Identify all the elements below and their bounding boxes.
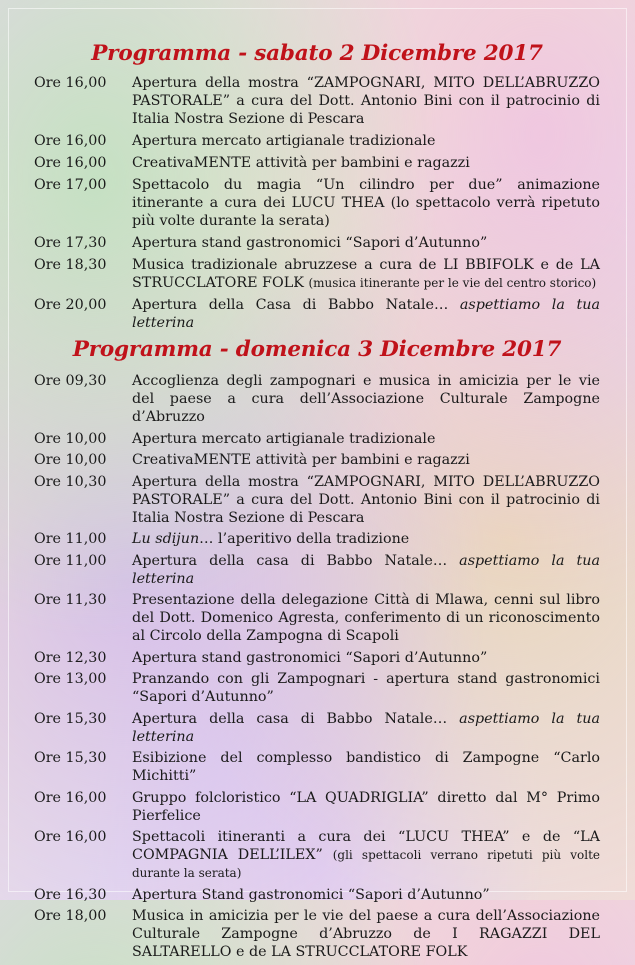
- entry-time: Ore 11,00: [34, 531, 107, 547]
- entry-description: [132, 132, 600, 150]
- entry-description: [132, 789, 600, 825]
- entry-description: [132, 907, 600, 961]
- entry-time: Ore 16,00: [34, 789, 107, 806]
- schedule-entry: [34, 710, 600, 746]
- entry-time: Ore 09,30: [34, 373, 107, 389]
- entry-description: [132, 886, 600, 904]
- entry-text: Apertura della casa di Babbo Natale…: [132, 552, 448, 569]
- entry-text: Apertura della mostra “ZAMPOGNARI, MITO DELL’ABRUZZO PASTORALE” a cura del Dott. Antonio Bini con il patrocinio di Italia Nostra Sezione di Pescara: [132, 75, 600, 127]
- entry-time: Ore 15,30: [34, 750, 107, 766]
- entry-description: [132, 451, 600, 469]
- schedule-entry: [34, 886, 600, 904]
- entry-description: [132, 74, 600, 128]
- sunday-schedule: [34, 372, 600, 961]
- schedule-entry: [34, 296, 600, 332]
- schedule-entry: [34, 789, 600, 825]
- entry-text: Apertura stand gastronomici “Sapori d’Autunno”: [132, 235, 488, 251]
- entry-emphasis: aspettiamo la tua letterina: [132, 297, 601, 331]
- entry-text: Apertura Stand gastronomici “Sapori d’Autunno”: [132, 886, 490, 903]
- entry-description: [132, 828, 600, 882]
- entry-time: Ore 20,00: [34, 297, 107, 313]
- entry-text: Pranzando con gli Zampognari - apertura stand gastronomici “Sapori d’Autunno”: [132, 671, 600, 705]
- schedule-entry: [34, 132, 600, 150]
- schedule-entry: [34, 591, 600, 645]
- schedule-entry: [34, 670, 600, 706]
- entry-time: Ore 16,30: [34, 886, 107, 903]
- entry-time: Ore 17,00: [34, 177, 107, 193]
- entry-time: Ore 17,30: [34, 235, 107, 251]
- entry-time: Ore 11,00: [34, 552, 107, 569]
- entry-time: Ore 16,00: [34, 155, 107, 171]
- entry-time: Ore 10,00: [34, 452, 107, 468]
- entry-description: [132, 154, 600, 172]
- entry-time: Ore 16,00: [34, 829, 107, 845]
- entry-text: Apertura della Casa di Babbo Natale…: [132, 297, 449, 313]
- schedule-entry: [34, 451, 600, 469]
- program-flyer: [34, 40, 600, 965]
- schedule-entry: [34, 430, 600, 448]
- schedule-entry: [34, 749, 600, 785]
- entry-text: … l’aperitivo della tradizione: [199, 531, 410, 547]
- schedule-entry: [34, 649, 600, 667]
- entry-lead: Lu sdijun: [132, 531, 200, 547]
- entry-text: Spettacoli itineranti a cura dei “LUCU THEA” e de “LA COMPAGNIA DELL’ILEX”: [132, 829, 600, 863]
- schedule-entry: [34, 372, 600, 426]
- entry-description: [132, 710, 600, 746]
- entry-text: Musica tradizionale abruzzese a cura de LI BBIFOLK e de LA STRUCCLATORE FOLK: [132, 257, 600, 291]
- entry-description: [132, 234, 600, 252]
- entry-description: [132, 649, 600, 667]
- entry-description: [132, 670, 600, 706]
- schedule-entry: [34, 154, 600, 172]
- entry-text: Apertura mercato artigianale tradizionale: [132, 430, 436, 447]
- entry-description: [132, 296, 600, 332]
- entry-description: [132, 552, 600, 588]
- entry-time: Ore 16,00: [34, 75, 107, 91]
- saturday-heading: Programma - sabato 2 Dicembre 2017: [91, 41, 543, 66]
- entry-description: [132, 256, 600, 292]
- schedule-entry: [34, 552, 600, 588]
- saturday-schedule: [34, 74, 600, 332]
- entry-description: [132, 176, 600, 230]
- schedule-entry: [34, 256, 600, 292]
- entry-text: Apertura mercato artigianale tradizionale: [132, 133, 436, 149]
- schedule-entry: [34, 74, 600, 128]
- entry-time: Ore 16,00: [34, 133, 107, 149]
- entry-time: Ore 10,30: [34, 473, 107, 490]
- schedule-entry: [34, 907, 600, 961]
- schedule-entry: [34, 473, 600, 527]
- entry-text: Spettacolo du magia “Un cilindro per due” animazione itinerante a cura dei LUCU THEA (lo spettacolo verrà ripetuto più volte durante la serata): [132, 177, 600, 229]
- entry-emphasis: aspettiamo la tua letterina: [132, 552, 601, 587]
- sunday-heading: Programma - domenica 3 Dicembre 2017: [72, 337, 562, 362]
- entry-description: [132, 591, 600, 645]
- entry-description: [132, 372, 600, 426]
- entry-time: Ore 10,00: [34, 430, 107, 447]
- entry-note: (gli spettacoli verrano ripetuti più volte durante la serata): [132, 848, 601, 880]
- entry-time: Ore 12,30: [34, 649, 107, 666]
- entry-text: Apertura stand gastronomici “Sapori d’Autunno”: [132, 649, 488, 666]
- entry-text: Presentazione della delegazione Città di Mlawa, cenni sul libro del Dott. Domenico Agresta, conferimento di un riconoscimento al Circolo della Zampogna di Scapoli: [132, 592, 600, 644]
- entry-time: Ore 18,00: [34, 908, 107, 924]
- schedule-entry: [34, 176, 600, 230]
- entry-time: Ore 15,30: [34, 710, 107, 727]
- entry-text: Apertura della casa di Babbo Natale…: [132, 710, 448, 727]
- entry-text: Accoglienza degli zampognari e musica in amicizia per le vie del paese a cura dell’Associazione Culturale Zampogne d’Abruzzo: [132, 373, 600, 425]
- entry-time: Ore 18,30: [34, 257, 107, 273]
- entry-time: Ore 11,30: [34, 592, 107, 608]
- entry-time: Ore 13,00: [34, 671, 107, 687]
- entry-description: [132, 430, 600, 448]
- entry-text: CreativaMENTE attività per bambini e ragazzi: [132, 452, 470, 468]
- schedule-entry: [34, 530, 600, 548]
- entry-text: Gruppo folcloristico “LA QUADRIGLIA” diretto dal M° Primo Pierfelice: [132, 789, 600, 824]
- entry-text: Musica in amicizia per le vie del paese a cura dell’Associazione Culturale Zampogne d’Abruzzo de I RAGAZZI DEL SALTARELLO e de LA STRUCCLATORE FOLK: [132, 908, 600, 960]
- schedule-entry: [34, 234, 600, 252]
- entry-note: (musica itinerante per le vie del centro storico): [308, 276, 597, 290]
- entry-emphasis: aspettiamo la tua letterina: [132, 710, 601, 745]
- entry-description: [132, 473, 600, 527]
- entry-text: CreativaMENTE attività per bambini e ragazzi: [132, 155, 470, 171]
- entry-text: Apertura della mostra “ZAMPOGNARI, MITO DELL’ABRUZZO PASTORALE” a cura del Dott. Antonio Bini con il patrocinio di Italia Nostra Sezione di Pescara: [132, 473, 600, 526]
- entry-description: [132, 530, 600, 548]
- entry-description: [132, 749, 600, 785]
- entry-text: Esibizione del complesso bandistico di Zampogne “Carlo Michitti”: [132, 750, 600, 784]
- schedule-entry: [34, 828, 600, 882]
